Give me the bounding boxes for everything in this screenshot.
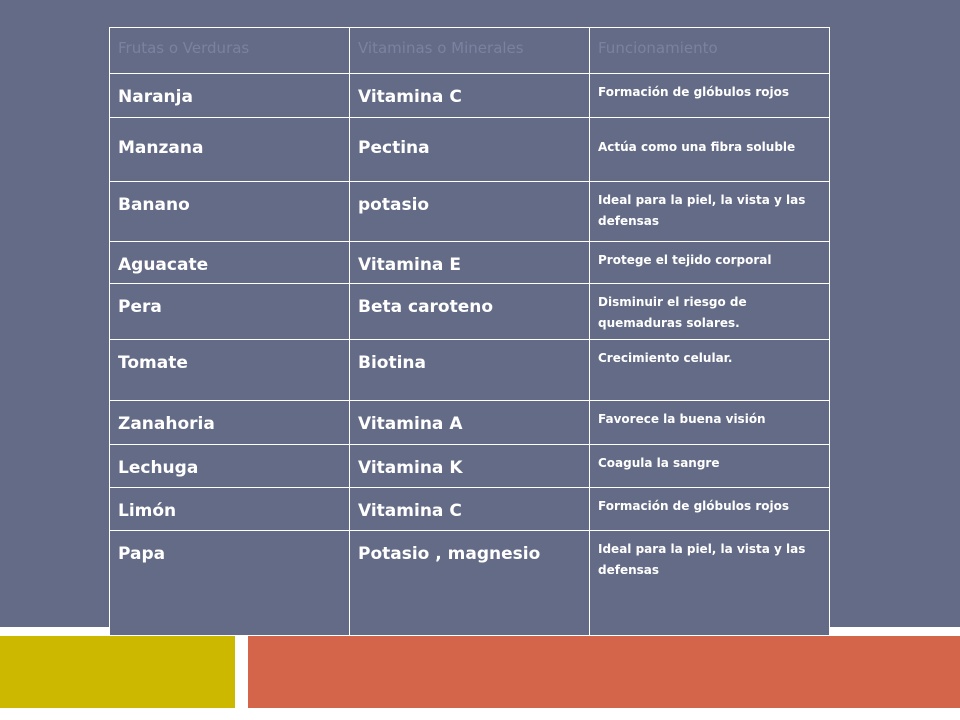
footer-accent-bar-orange bbox=[248, 636, 960, 708]
footer-accent-bar-yellow bbox=[0, 636, 235, 708]
cell-nutrient: potasio bbox=[350, 182, 590, 242]
table-row bbox=[110, 401, 830, 445]
cell-function: Disminuir el riesgo de quemaduras solares. bbox=[590, 284, 830, 340]
cell-food: Banano bbox=[110, 182, 350, 242]
cell-function: Favorece la buena visión bbox=[590, 401, 830, 445]
cell-food: Naranja bbox=[110, 74, 350, 118]
table-row bbox=[110, 74, 830, 118]
cell-food: Zanahoria bbox=[110, 401, 350, 445]
cell-function: Ideal para la piel, la vista y las defensas bbox=[590, 531, 830, 636]
header-fruits-vegetables: Frutas o Verduras bbox=[110, 28, 350, 74]
table-row bbox=[110, 531, 830, 636]
cell-nutrient: Vitamina K bbox=[350, 445, 590, 488]
cell-function: Actúa como una fibra soluble bbox=[590, 118, 830, 182]
table-row bbox=[110, 488, 830, 531]
cell-function: Protege el tejido corporal bbox=[590, 242, 830, 284]
cell-food: Manzana bbox=[110, 118, 350, 182]
cell-function: Ideal para la piel, la vista y las defensas bbox=[590, 182, 830, 242]
table-row bbox=[110, 182, 830, 242]
cell-food: Lechuga bbox=[110, 445, 350, 488]
cell-nutrient: Vitamina C bbox=[350, 74, 590, 118]
cell-nutrient: Pectina bbox=[350, 118, 590, 182]
table-row bbox=[110, 445, 830, 488]
header-vitamins-minerals: Vitaminas o Minerales bbox=[350, 28, 590, 74]
table-row bbox=[110, 118, 830, 182]
vitamins-table bbox=[109, 27, 830, 636]
vitamins-table-container bbox=[109, 27, 829, 636]
cell-food: Pera bbox=[110, 284, 350, 340]
cell-nutrient: Vitamina A bbox=[350, 401, 590, 445]
cell-food: Tomate bbox=[110, 340, 350, 401]
table-row bbox=[110, 340, 830, 401]
cell-nutrient: Biotina bbox=[350, 340, 590, 401]
cell-nutrient: Vitamina E bbox=[350, 242, 590, 284]
cell-nutrient: Beta caroteno bbox=[350, 284, 590, 340]
cell-function: Coagula la sangre bbox=[590, 445, 830, 488]
cell-food: Papa bbox=[110, 531, 350, 636]
cell-nutrient: Potasio , magnesio bbox=[350, 531, 590, 636]
table-row bbox=[110, 242, 830, 284]
cell-food: Limón bbox=[110, 488, 350, 531]
table-header-row bbox=[110, 28, 830, 74]
cell-function: Crecimiento celular. bbox=[590, 340, 830, 401]
cell-food: Aguacate bbox=[110, 242, 350, 284]
cell-function: Formación de glóbulos rojos bbox=[590, 488, 830, 531]
cell-nutrient: Vitamina C bbox=[350, 488, 590, 531]
header-function: Funcionamiento bbox=[590, 28, 830, 74]
cell-function: Formación de glóbulos rojos bbox=[590, 74, 830, 118]
table-row bbox=[110, 284, 830, 340]
